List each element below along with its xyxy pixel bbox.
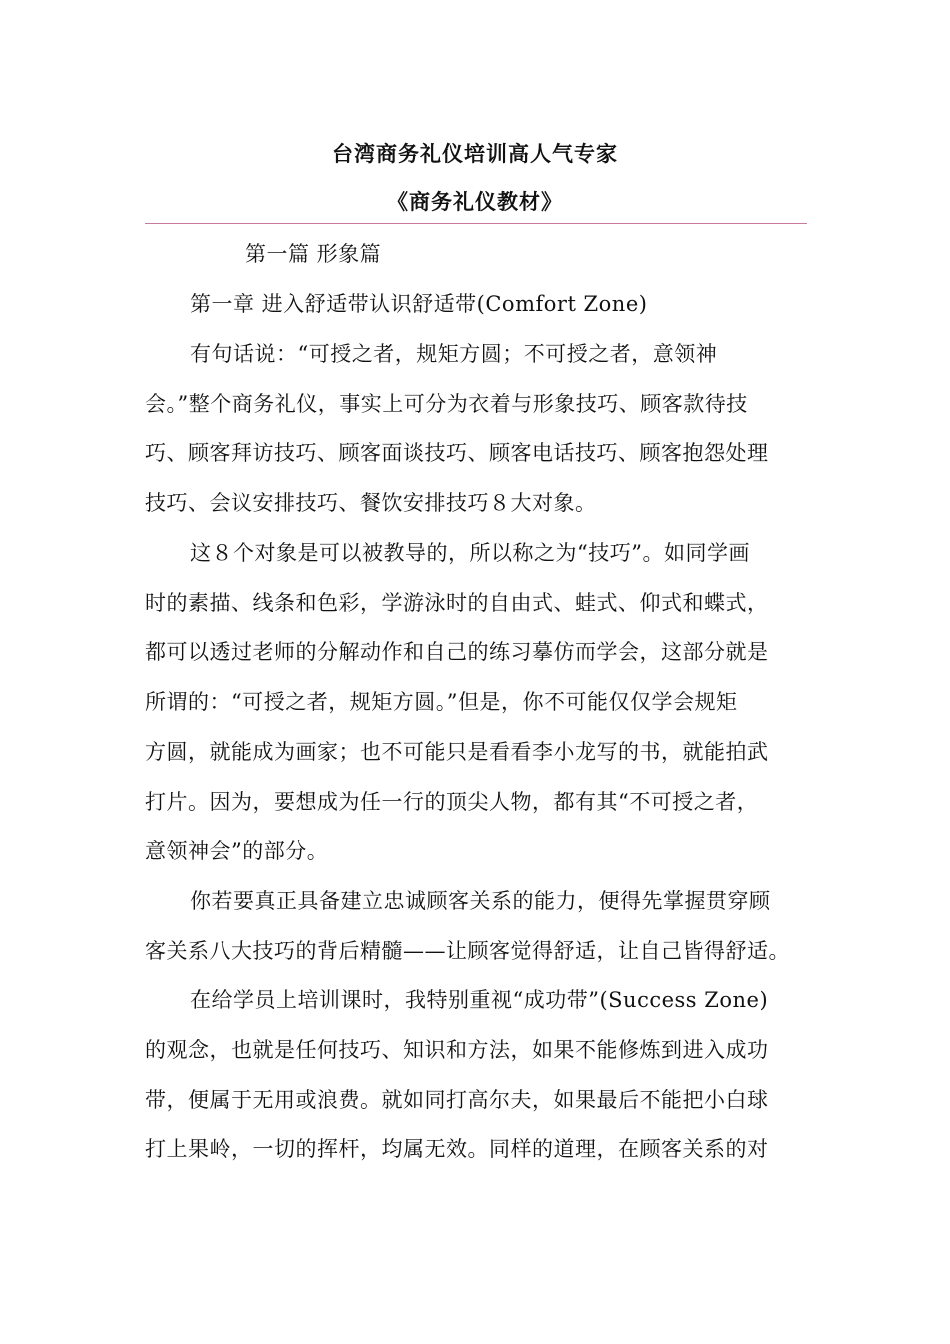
chapter-heading: 第一章 进入舒适带认识舒适带(Comfort Zone) <box>190 292 648 316</box>
body-line: 打片。因为，要想成为任一行的顶尖人物，都有其“不可授之者， <box>145 790 759 814</box>
title-divider <box>145 223 807 224</box>
body-line: 所谓的：“可授之者，规矩方圆。”但是，你不可能仅仅学会规矩 <box>145 690 738 714</box>
body-line: 的观念，也就是任何技巧、知识和方法，如果不能修炼到进入成功 <box>145 1038 769 1062</box>
body-line: 有句话说：“可授之者，规矩方圆；不可授之者，意领神 <box>190 342 718 366</box>
body-line: 这８个对象是可以被教导的，所以称之为“技巧”。如同学画 <box>190 541 750 565</box>
body-line: 会。”整个商务礼仪，事实上可分为衣着与形象技巧、顾客款待技 <box>145 392 748 416</box>
body-line: 带，便属于无用或浪费。就如同打高尔夫，如果最后不能把小白球 <box>145 1088 769 1112</box>
body-line: 客关系八大技巧的背后精髓——让顾客觉得舒适，让自己皆得舒适。 <box>145 939 790 963</box>
body-line: 时的素描、线条和色彩，学游泳时的自由式、蛙式、仰式和蝶式， <box>145 591 769 615</box>
body-line: 在给学员上培训课时，我特别重视“成功带”(Success Zone) <box>190 988 769 1012</box>
document-subtitle: 《商务礼仪教材》 <box>387 189 563 214</box>
body-line: 技巧、会议安排技巧、餐饮安排技巧８大对象。 <box>145 491 597 515</box>
body-line: 方圆，就能成为画家；也不可能只是看看李小龙写的书，就能拍武 <box>145 740 769 764</box>
body-line: 你若要真正具备建立忠诚顾客关系的能力，便得先掌握贯穿顾 <box>190 889 771 913</box>
body-line: 巧、顾客拜访技巧、顾客面谈技巧、顾客电话技巧、顾客抱怨处理 <box>145 441 769 465</box>
body-line: 都可以透过老师的分解动作和自己的练习摹仿而学会，这部分就是 <box>145 640 769 664</box>
part-heading: 第一篇 形象篇 <box>245 242 382 266</box>
body-line: 打上果岭，一切的挥杆，均属无效。同样的道理，在顾客关系的对 <box>145 1137 769 1161</box>
body-line: 意领神会”的部分。 <box>145 839 329 863</box>
document-title: 台湾商务礼仪培训高人气专家 <box>332 141 618 166</box>
